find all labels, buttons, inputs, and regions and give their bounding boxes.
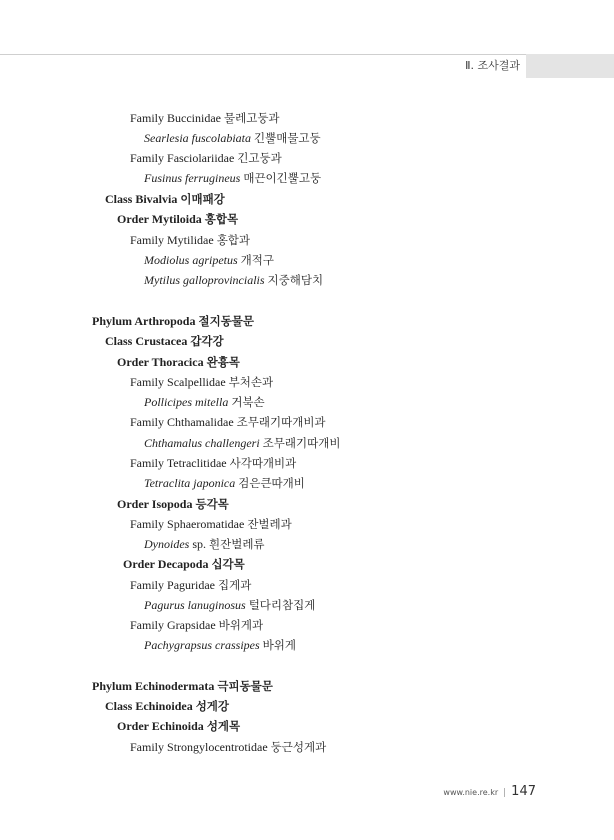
taxon-family	[130, 577, 251, 593]
taxon-species	[144, 475, 305, 491]
korean-name: 조무래기따개비과	[236, 415, 326, 429]
korean-name: 홍합목	[204, 212, 239, 226]
korean-name: 부처손과	[228, 375, 274, 389]
taxon-species	[144, 597, 315, 613]
taxon-family	[130, 374, 273, 390]
taxon-name: Mytiloida	[151, 212, 202, 226]
taxon-name: Buccinidae	[167, 111, 221, 125]
korean-name: 이매패강	[180, 192, 225, 206]
taxon-species	[144, 170, 321, 186]
korean-name: 둥근성게과	[270, 740, 327, 754]
page-number: 147	[511, 784, 536, 799]
scientific-name: Fusinus ferrugineus	[144, 171, 241, 185]
taxon-name: Paguridae	[167, 578, 215, 592]
footer-url: www.nie.re.kr	[443, 788, 499, 797]
taxon-name: Crustacea	[135, 334, 188, 348]
taxon-order	[123, 556, 245, 572]
korean-name: 바위게	[262, 638, 296, 652]
scientific-name: Mytilus galloprovincialis	[144, 273, 265, 287]
taxon-name: Echinodermata	[135, 679, 215, 693]
taxon-phylum	[92, 313, 254, 329]
scientific-name: Searlesia fuscolabiata	[144, 131, 251, 145]
taxon-rank: Family	[130, 111, 165, 125]
taxon-family	[130, 150, 282, 166]
korean-name: 물레고둥과	[224, 111, 280, 125]
taxon-species	[144, 252, 274, 268]
korean-name: 집게과	[218, 578, 252, 592]
taxon-phylum	[92, 678, 273, 694]
korean-name: 완흉목	[206, 355, 240, 369]
taxon-order	[117, 496, 229, 512]
taxon-name: Chthamalidae	[167, 415, 234, 429]
taxon-order	[117, 354, 240, 370]
taxon-name: Mytilidae	[167, 233, 214, 247]
taxon-name: Strongylocentrotidae	[167, 740, 268, 754]
taxon-rank: Family	[130, 517, 165, 531]
korean-name: 사각따개비과	[229, 456, 297, 470]
taxon-species	[144, 272, 323, 288]
korean-name: 긴뿔매물고둥	[254, 131, 321, 145]
taxon-family	[130, 617, 263, 633]
scientific-name: Pollicipes mitella	[144, 395, 229, 409]
taxon-name: Thoracica	[151, 355, 204, 369]
taxon-order	[117, 211, 238, 227]
taxon-family	[130, 414, 326, 430]
korean-name: 절지동물문	[198, 314, 255, 328]
korean-name: 십각목	[211, 557, 245, 571]
korean-name: 홍합과	[216, 233, 251, 247]
taxon-name: Bivalvia	[135, 192, 178, 206]
taxon-name: Sphaeromatidae	[167, 517, 245, 531]
korean-name: 털다리참집게	[248, 598, 316, 612]
korean-name: 개적구	[240, 253, 274, 267]
korean-name: 검은큰따개비	[238, 476, 305, 490]
korean-name: 지중해담치	[267, 273, 324, 287]
taxon-name: Fasciolariidae	[167, 151, 235, 165]
species-suffix: sp.	[192, 537, 206, 551]
scientific-name: Pagurus lanuginosus	[144, 598, 246, 612]
korean-name: 잔벌레과	[247, 517, 292, 531]
scientific-name: Chthamalus challengeri	[144, 436, 260, 450]
taxon-rank: Order	[117, 497, 149, 511]
taxon-species	[144, 637, 296, 653]
korean-name: 극피동물문	[217, 679, 273, 693]
taxon-rank: Class	[105, 192, 133, 206]
section-label: Ⅱ. 조사결과	[465, 59, 520, 72]
taxon-rank: Family	[130, 415, 165, 429]
scientific-name: Tetraclita japonica	[144, 476, 236, 490]
korean-name: 바위게과	[218, 618, 264, 632]
taxon-rank: Family	[130, 740, 165, 754]
korean-name: 갑각강	[190, 334, 224, 348]
taxon-name: Isopoda	[151, 497, 193, 511]
taxon-rank: Family	[130, 456, 165, 470]
taxon-order	[117, 718, 240, 734]
taxon-species	[144, 130, 321, 146]
taxon-rank: Family	[130, 233, 165, 247]
taxon-rank: Family	[130, 375, 165, 389]
taxon-family	[130, 739, 326, 755]
taxon-name: Grapsidae	[167, 618, 216, 632]
taxon-class	[105, 333, 224, 349]
taxon-species	[144, 394, 265, 410]
taxon-rank: Family	[130, 578, 165, 592]
taxon-rank: Order	[123, 557, 155, 571]
page-footer	[443, 780, 536, 799]
taxon-rank: Family	[130, 151, 165, 165]
scientific-name: Dynoides	[144, 537, 190, 551]
scientific-name: Modiolus agripetus	[144, 253, 238, 267]
footer-separator: |	[503, 788, 507, 798]
korean-name: 긴고둥과	[237, 151, 282, 165]
taxon-family	[130, 516, 292, 532]
taxon-rank: Class	[105, 699, 133, 713]
taxon-rank: Family	[130, 618, 165, 632]
taxon-rank: Class	[105, 334, 133, 348]
taxon-class	[105, 698, 229, 714]
korean-name: 흰잔벌레류	[209, 537, 265, 551]
taxon-species	[144, 435, 340, 451]
korean-name: 거북손	[231, 395, 265, 409]
taxon-family	[130, 232, 250, 248]
taxon-name: Decapoda	[157, 557, 209, 571]
taxon-name: Arthropoda	[134, 314, 196, 328]
taxon-family	[130, 455, 296, 471]
taxon-rank: Order	[117, 719, 149, 733]
korean-name: 등각목	[195, 497, 229, 511]
taxon-name: Scalpellidae	[167, 375, 226, 389]
taxon-rank: Phylum	[92, 679, 133, 693]
taxon-name: Echinoida	[151, 719, 204, 733]
taxon-class	[105, 191, 225, 207]
korean-name: 성게강	[195, 699, 230, 713]
taxon-species	[144, 536, 265, 552]
korean-name: 성게목	[206, 719, 241, 733]
taxon-family	[130, 110, 280, 126]
korean-name: 매끈이긴뿔고둥	[243, 171, 322, 185]
taxon-rank: Phylum	[92, 314, 133, 328]
taxon-name: Tetraclitidae	[166, 456, 227, 470]
korean-name: 조무래기따개비	[262, 436, 341, 450]
scientific-name: Pachygrapsus crassipes	[144, 638, 260, 652]
taxon-name: Echinoidea	[135, 699, 193, 713]
taxon-rank: Order	[117, 355, 149, 369]
taxon-rank: Order	[117, 212, 149, 226]
